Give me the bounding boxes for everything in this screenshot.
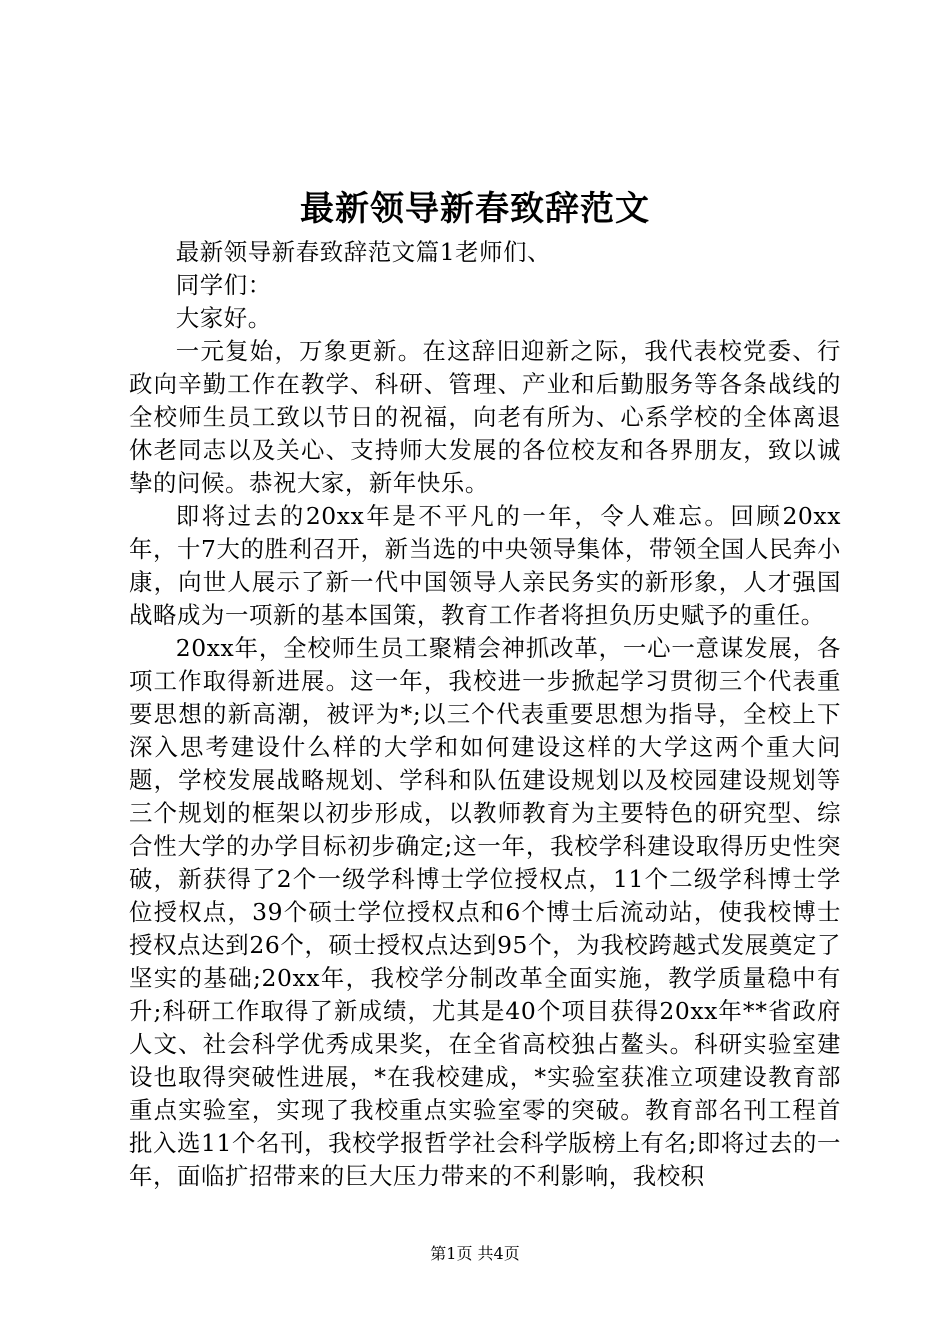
paragraph: 20xx年，全校师生员工聚精会神抓改革，一心一意谋发展，各项工作取得新进展。这一年，我校进一步掀起学习贯彻三个代表重要思想的新高潮，被评为*;以三个代表重要思想为指导，全校上下深入思考建设什么样的大学和如何建设这样的大学这两个重大问题，学校发展战略规划、学科和队伍建设规划以及校园建设规划等三个规划的框架以初步形成，以教师教育为主要特色的研究型、综合性大学的办学目标初步确定;这一年，我校学科建设取得历史性突破，新获得了2个一级学科博士学位授权点，11个二级学科博士学位授权点，39个硕士学位授权点和6个博士后流动站，使我校博士授权点达到26个，硕士授权点达到95个，为我校跨越式发展奠定了坚实的基础;20xx年，我校学分制改革全面实施，教学质量稳中有升;科研工作取得了新成绩，尤其是40个项目获得20xx年**省政府人文、社会科学优秀成果奖，在全省高校独占鳌头。科研实验室建设也取得突破性进展，*在我校建成，*实验室获准立项建设教育部重点实验室，实现了我校重点实验室零的突破。教育部名刊工程首批入选11个名刊，我校学报哲学社会科学版榜上有名;即将过去的一年，面临扩招带来的巨大压力带来的不利影响，我校积 (129, 634, 841, 1190)
paragraph: 同学们： (175, 271, 272, 299)
paragraph: 一元复始，万象更新。在这辞旧迎新之际，我代表校党委、行政向辛勤工作在教学、科研、管理、产业和后勤服务等各条战线的全校师生员工致以节日的祝福，向老有所为、心系学校的全体离退休老同志以及关心、支持师大发展的各位校友和各界朋友，致以诚挚的问候。恭祝大家，新年快乐。 (129, 337, 841, 497)
paragraph: 即将过去的20xx年是不平凡的一年，令人难忘。回顾20xx年，十7大的胜利召开，新当选的中央领导集体，带领全国人民奔小康，向世人展示了新一代中国领导人亲民务实的新形象，人才强国战略成为一项新的基本国策，教育工作者将担负历史赋予的重任。 (129, 502, 841, 629)
document-body (129, 236, 841, 1193)
paragraph: 大家好。 (175, 304, 272, 332)
page-footer: 第1页 共4页 (430, 1244, 520, 1263)
paragraph: 最新领导新春致辞范文篇1老师们、 (175, 238, 552, 266)
document-title: 最新领导新春致辞范文 (300, 189, 650, 229)
